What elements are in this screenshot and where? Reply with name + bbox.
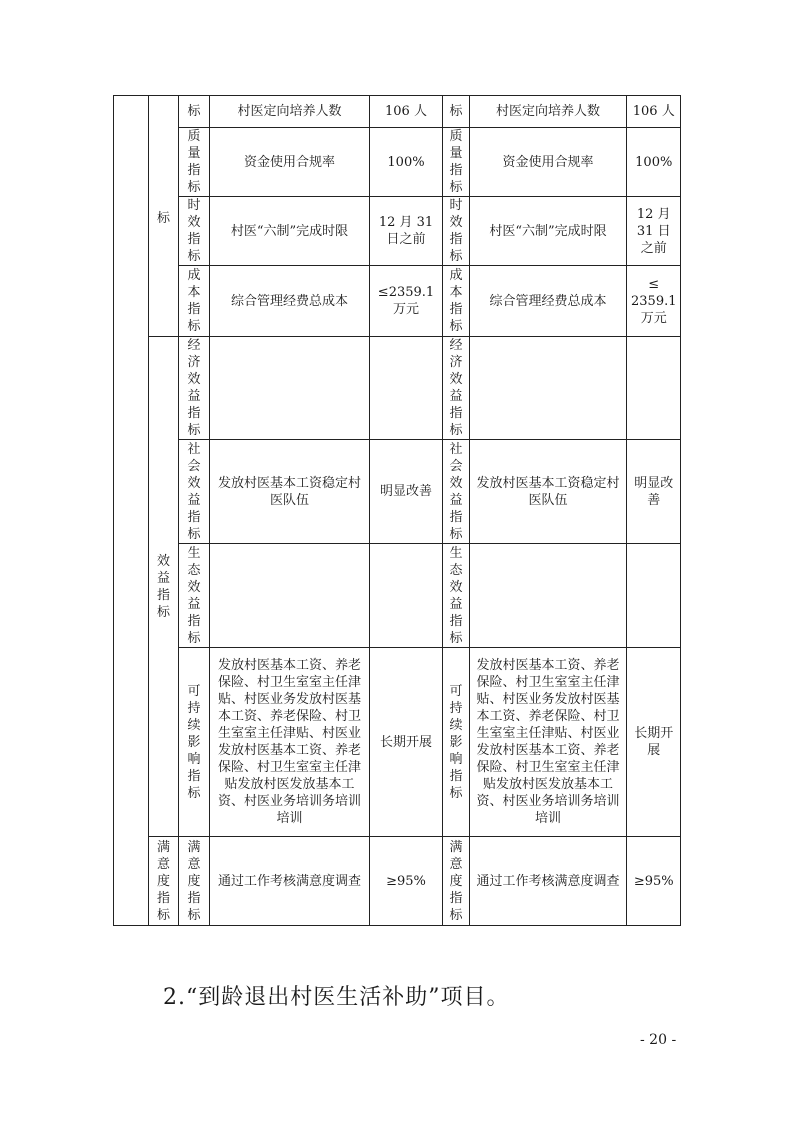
- table-row: [114, 266, 681, 337]
- outer-blank-cell: [114, 96, 149, 926]
- indicator-value-cell: [627, 544, 681, 648]
- sub-indicator-cell: 时效指标: [443, 197, 470, 266]
- sub-indicator-cell: 社会效益指标: [443, 440, 470, 544]
- sub-indicator-cell: 生态效益指标: [443, 544, 470, 648]
- indicator-value-cell: ≥95%: [370, 837, 443, 926]
- indicator-name-cell: 资金使用合规率: [210, 128, 370, 197]
- section-heading: 2.“到龄退出村医生活补助”项目。: [163, 985, 510, 1010]
- table-row: [114, 96, 681, 128]
- sub-indicator-cell: 满意度指标: [179, 837, 210, 926]
- indicator-value-cell: ≥95%: [627, 837, 681, 926]
- table-row: [114, 544, 681, 648]
- performance-indicator-table: [113, 95, 681, 926]
- category-cell: 效益指标: [149, 337, 179, 837]
- indicator-value-cell: 106 人: [627, 96, 681, 128]
- indicator-value-cell: [627, 337, 681, 440]
- indicator-name-cell: 村医定向培养人数: [210, 96, 370, 128]
- sub-indicator-cell: 质量指标: [179, 128, 210, 197]
- sub-indicator-cell: 可持续影响指标: [179, 648, 210, 837]
- indicator-name-cell: [210, 337, 370, 440]
- sub-indicator-cell: 经济效益指标: [179, 337, 210, 440]
- indicator-name-cell: 综合管理经费总成本: [470, 266, 627, 337]
- indicator-name-cell: 发放村医基本工资、养老保险、村卫生室室主任津贴、村医业务发放村医基本工资、养老保险、村卫生室室主任津贴、村医业发放村医基本工资、养老保险、村卫生室室主任津贴发放村医发放基本工资、村医业务培训务培训培训: [470, 648, 627, 837]
- indicator-value-cell: 明显改善: [370, 440, 443, 544]
- indicator-value-cell: 长期开展: [370, 648, 443, 837]
- table-row: [114, 837, 681, 926]
- sub-indicator-cell: 成本指标: [179, 266, 210, 337]
- table-row: [114, 337, 681, 440]
- sub-indicator-cell: 标: [443, 96, 470, 128]
- indicator-value-cell: 明显改善: [627, 440, 681, 544]
- category-cell: 标: [149, 96, 179, 337]
- indicator-name-cell: 村医“六制”完成时限: [210, 197, 370, 266]
- table-row: [114, 197, 681, 266]
- indicator-name-cell: 通过工作考核满意度调查: [470, 837, 627, 926]
- sub-indicator-cell: 质量指标: [443, 128, 470, 197]
- indicator-name-cell: 资金使用合规率: [470, 128, 627, 197]
- table-row: [114, 440, 681, 544]
- table-row: [114, 648, 681, 837]
- indicator-name-cell: 村医定向培养人数: [470, 96, 627, 128]
- sub-indicator-cell: 成本指标: [443, 266, 470, 337]
- indicator-name-cell: [470, 337, 627, 440]
- sub-indicator-cell: 可持续影响指标: [443, 648, 470, 837]
- indicator-value-cell: 长期开展: [627, 648, 681, 837]
- indicator-name-cell: 发放村医基本工资稳定村医队伍: [470, 440, 627, 544]
- sub-indicator-cell: 时效指标: [179, 197, 210, 266]
- indicator-value-cell: 12 月 31 日之前: [370, 197, 443, 266]
- indicator-value-cell: [370, 544, 443, 648]
- indicator-name-cell: 通过工作考核满意度调查: [210, 837, 370, 926]
- indicator-name-cell: 综合管理经费总成本: [210, 266, 370, 337]
- indicator-name-cell: [470, 544, 627, 648]
- sub-indicator-cell: 标: [179, 96, 210, 128]
- indicator-name-cell: 村医“六制”完成时限: [470, 197, 627, 266]
- sub-indicator-cell: 经济效益指标: [443, 337, 470, 440]
- category-cell: 满意度指标: [149, 837, 179, 926]
- indicator-value-cell: ≤2359.1 万元: [370, 266, 443, 337]
- indicator-value-cell: 12 月 31 日之前: [627, 197, 681, 266]
- indicator-name-cell: 发放村医基本工资稳定村医队伍: [210, 440, 370, 544]
- sub-indicator-cell: 社会效益指标: [179, 440, 210, 544]
- indicator-name-cell: [210, 544, 370, 648]
- indicator-name-cell: 发放村医基本工资、养老保险、村卫生室室主任津贴、村医业务发放村医基本工资、养老保险、村卫生室室主任津贴、村医业发放村医基本工资、养老保险、村卫生室室主任津贴发放村医发放基本工资、村医业务培训务培训培训: [210, 648, 370, 837]
- sub-indicator-cell: 生态效益指标: [179, 544, 210, 648]
- table-row: [114, 128, 681, 197]
- sub-indicator-cell: 满意度指标: [443, 837, 470, 926]
- indicator-value-cell: 100%: [370, 128, 443, 197]
- page-number: - 20 -: [640, 1032, 677, 1048]
- indicator-value-cell: 100%: [627, 128, 681, 197]
- indicator-value-cell: 106 人: [370, 96, 443, 128]
- indicator-value-cell: ≤ 2359.1 万元: [627, 266, 681, 337]
- indicator-value-cell: [370, 337, 443, 440]
